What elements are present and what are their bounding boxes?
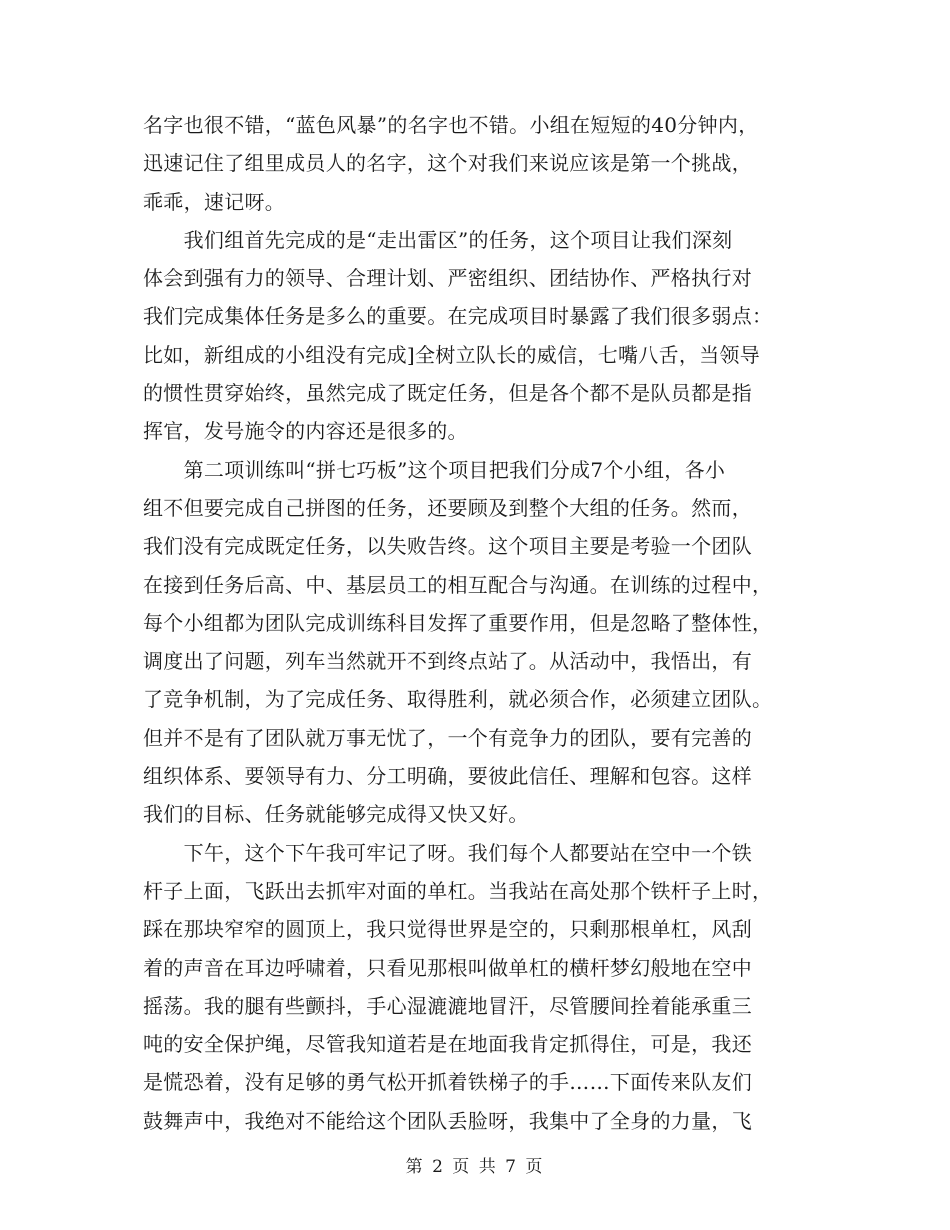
text-line: 名字也很不错，“蓝色风暴”的名字也不错。小组在短短的40分钟内， [143, 113, 759, 137]
text-line: 杆子上面，飞跃出去抓牢对面的单杠。当我站在高处那个铁杆子上时， [143, 878, 773, 903]
text-line: 比如，新组成的小组没有完成]全树立队长的威信，七嘴八舌，当领导 [143, 342, 761, 367]
text-line: 但并不是有了团队就万事无忧了，一个有竞争力的团队，要有完善的 [143, 725, 752, 750]
text-line: 摇荡。我的腿有些颤抖，手心湿漉漉地冒汗，尽管腰间拴着能承重三 [143, 993, 752, 1018]
text-line: 在接到任务后高、中、基层员工的相互配合与沟通。在训练的过程中， [143, 572, 773, 597]
text-line: 鼓舞声中，我绝对不能给这个团队丢脸呀，我集中了全身的力量，飞 [143, 1108, 752, 1133]
text-line: 的惯性贯穿始终，虽然完成了既定任务，但是各个都不是队员都是指 [143, 381, 752, 406]
text-line: 组不但要完成自己拼图的任务，还要顾及到整个大组的任务。然而， [143, 495, 752, 520]
text-line: 了竞争机制，为了完成任务、取得胜利，就必须合作，必须建立团队。 [143, 687, 773, 712]
body-text [143, 106, 803, 1140]
text-line: 组织体系、要领导有力、分工明确，要彼此信任、理解和包容。这样 [143, 764, 752, 789]
text-line: 踩在那块窄窄的圆顶上，我只觉得世界是空的，只剩那根单杠，风刮 [143, 917, 752, 942]
text-line: 我们的目标、任务就能够完成得又快又好。 [143, 802, 529, 827]
text-line: 调度出了问题，列车当然就开不到终点站了。从活动中，我悟出，有 [143, 649, 752, 674]
text-line: 我们完成集体任务是多么的重要。在完成项目时暴露了我们很多弱点： [143, 304, 773, 329]
text-line: 挥官，发号施令的内容还是很多的。 [143, 419, 468, 444]
text-line: 是慌恐着，没有足够的勇气松开抓着铁梯子的手……下面传来队友们 [143, 1070, 752, 1095]
text-line: 体会到强有力的领导、合理计划、严密组织、团结协作、严格执行对 [143, 266, 752, 291]
text-line: 每个小组都为团队完成训练科目发挥了重要作用，但是忽略了整体性， [143, 610, 773, 635]
text-line: 我们没有完成既定任务，以失败告终。这个项目主要是考验一个团队 [143, 534, 752, 559]
page-number-footer: 第 2 页 共 7 页 [405, 1157, 545, 1177]
text-line: 第二项训练叫“拼七巧板”这个项目把我们分成7个小组，各小 [143, 457, 726, 482]
text-line: 下午，这个下午我可牢记了呀。我们每个人都要站在空中一个铁 [143, 840, 752, 865]
text-line: 吨的安全保护绳，尽管我知道若是在地面我肯定抓得住，可是，我还 [143, 1032, 752, 1057]
text-line: 我们组首先完成的是“走出雷区”的任务，这个项目让我们深刻 [143, 227, 733, 252]
text-line: 迅速记住了组里成员人的名字，这个对我们来说应该是第一个挑战， [143, 151, 752, 176]
text-line: 着的声音在耳边呼啸着，只看见那根叫做单杠的横杆梦幻般地在空中 [143, 955, 752, 980]
text-line: 乖乖，速记呀。 [143, 189, 286, 214]
